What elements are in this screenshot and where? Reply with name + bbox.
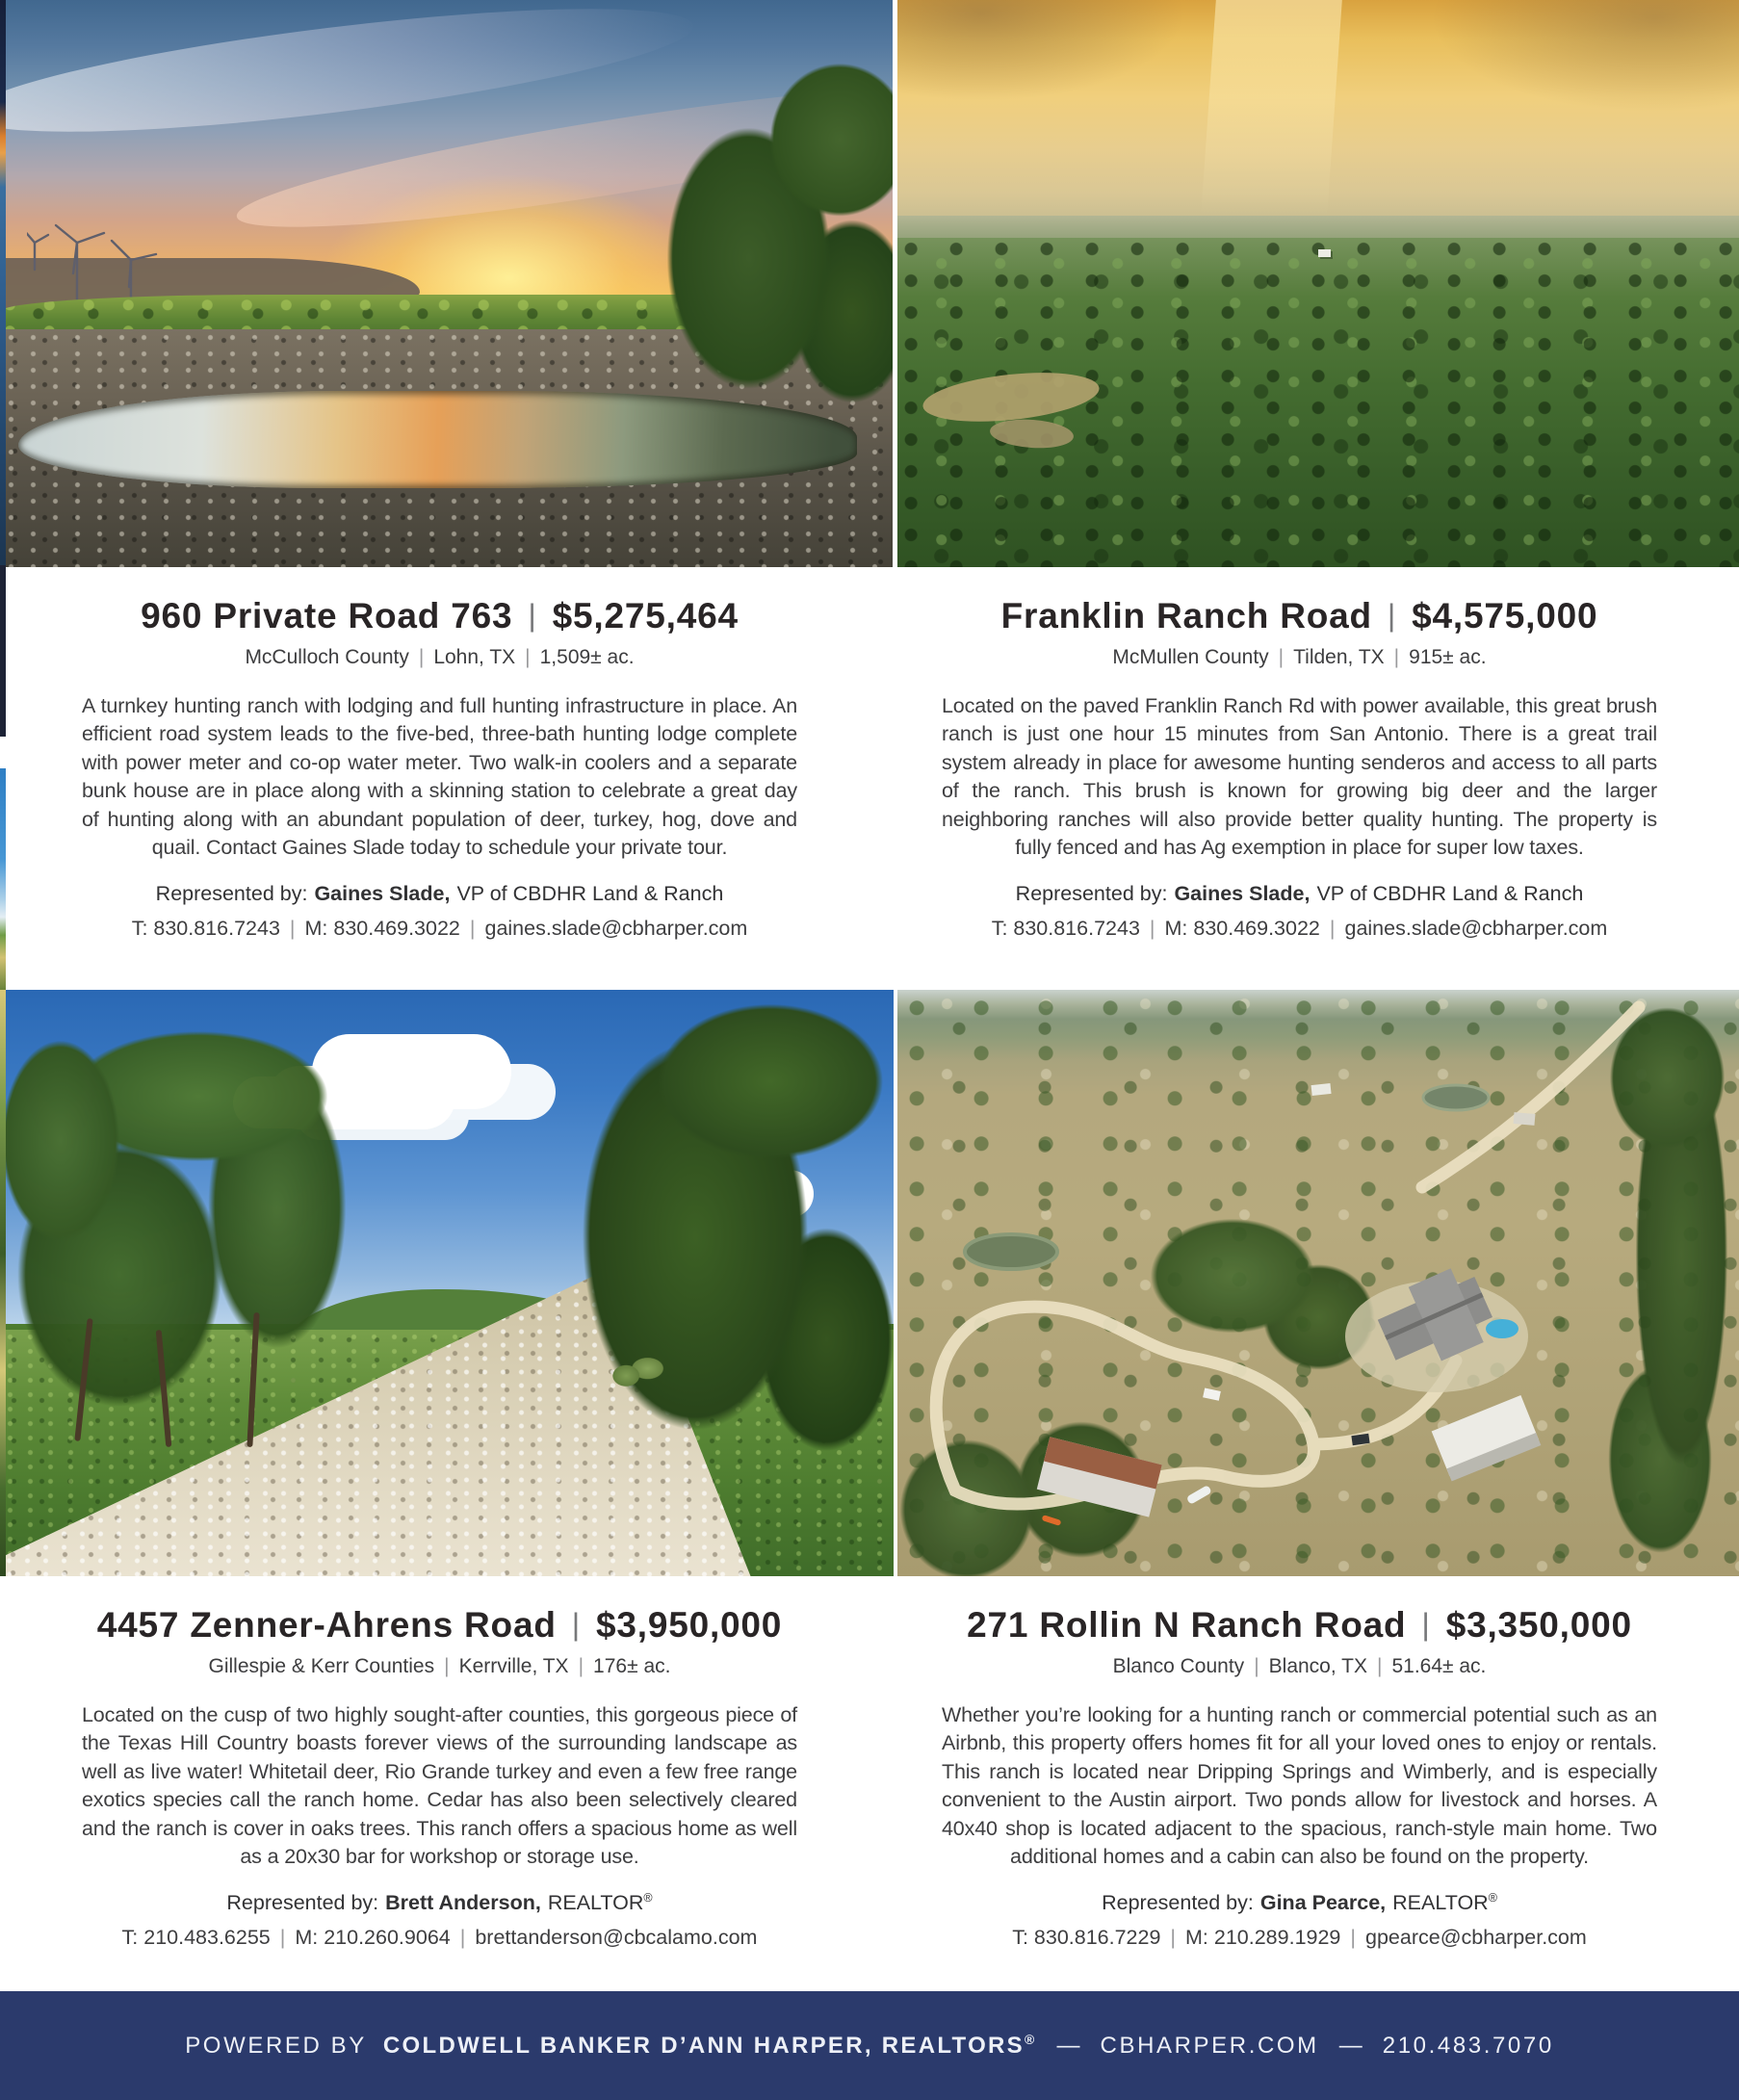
listing-price: $4,575,000 — [1412, 596, 1598, 635]
listing-description: A turnkey hunting ranch with lodging and full hunting infrastructure in place. An efficient road system leads to the five-bed, three-bath hunting lodge complete with power meter and co-op water meter. Two walk-in coolers and a separate bunk house are in place along with a skinning station to celebrate a great day of hunting along with an abundant population of deer, turkey, hog, dove and quail. Contact Gaines Slade today to schedule your private tour. — [82, 693, 797, 860]
acreage: 915± ac. — [1409, 645, 1487, 668]
listing-address: 271 Rollin N Ranch Road — [967, 1605, 1407, 1645]
listing-card-franklin-ranch-road — [942, 567, 1657, 990]
contact-separator: | — [1170, 1925, 1177, 1949]
contact-separator: | — [1329, 916, 1336, 940]
listing-description: Whether you’re looking for a hunting ranch or commercial potential such as an Airbnb, this property offers homes fit for all your loved ones to enjoy or rentals. This ranch is located near Dripping Springs and Wimberly, and is especially convenient to the Austin airport. Two ponds allow for livestock and horses. A 40x40 shop is located adjacent to the spacious, ranch-style main home. Two additional homes and a cabin can also be found on the property. — [942, 1702, 1657, 1869]
boat — [1186, 1485, 1212, 1505]
distant-cabin — [1514, 1112, 1536, 1126]
representation-line — [1102, 1891, 1497, 1915]
contact-separator: | — [1149, 916, 1155, 940]
listing-address: Franklin Ranch Road — [1000, 596, 1372, 635]
ranch-aerial-features — [897, 990, 1739, 1576]
location-separator: | — [1278, 645, 1285, 668]
contact-line — [122, 1926, 758, 1950]
listing-card-271-rollin-n-ranch-road — [942, 1576, 1657, 1991]
acreage: 1,509± ac. — [539, 645, 635, 668]
pond-top — [1423, 1085, 1489, 1110]
listing-location-line — [209, 1655, 671, 1678]
acreage: 51.64± ac. — [1391, 1654, 1487, 1677]
listing-photo-960-private-road-763 — [0, 0, 893, 567]
page-edge-bleed-dark — [0, 565, 6, 737]
agent-email: brettanderson@cbcalamo.com — [475, 1925, 758, 1949]
agent-title: VP of CBDHR Land & Ranch — [1316, 881, 1584, 905]
city-state: Lohn, TX — [433, 645, 516, 668]
agent-title: REALTOR® — [1392, 1890, 1497, 1914]
listing-location-line — [1112, 646, 1486, 669]
distant-cabin — [1311, 1083, 1332, 1096]
page-edge-bleed-bottom — [0, 990, 6, 1576]
acreage: 176± ac. — [593, 1654, 671, 1677]
listing-description: Located on the cusp of two highly sought-after counties, this gorgeous piece of the Texas Hill Country boasts forever views of the surrounding landscape as well as live water! Whitetail deer, Rio Grande turkey and even a few free range exotics species call the ranch home. Cedar has also been selectively cleared and the ranch is cover in oaks trees. This ranch offers a spacious home as well as a 20x30 bar for workshop or storage use. — [82, 1702, 797, 1869]
location-separator: | — [418, 645, 425, 668]
footer-separator: — — [1056, 2032, 1080, 2059]
wind-turbines — [27, 187, 210, 312]
representation-line — [156, 882, 724, 906]
contact-separator: | — [279, 1925, 286, 1949]
represented-by-label: Represented by: — [1102, 1890, 1254, 1914]
office-phone: T: 830.816.7229 — [1012, 1925, 1161, 1949]
contact-separator: | — [1350, 1925, 1356, 1949]
listing-photo-4457-zenner-ahrens-road — [0, 990, 894, 1576]
contact-separator: | — [459, 1925, 466, 1949]
listing-location-line — [245, 646, 634, 669]
mobile-phone: M: 830.469.3022 — [1164, 916, 1320, 940]
contact-line — [1012, 1926, 1587, 1950]
page-edge-bleed-top — [0, 0, 6, 567]
listing-card-4457-zenner-ahrens-road — [82, 1576, 797, 1991]
location-separator: | — [1254, 1654, 1259, 1677]
title-separator: | — [571, 1607, 581, 1642]
contact-line — [992, 917, 1608, 941]
registered-mark: ® — [1024, 2032, 1037, 2047]
brand-phone: 210.483.7070 — [1382, 2032, 1554, 2059]
registered-mark: ® — [1488, 1890, 1497, 1905]
agent-email: gpearce@cbharper.com — [1365, 1925, 1587, 1949]
county: McMullen County — [1112, 645, 1269, 668]
agent-name: Brett Anderson, — [385, 1890, 541, 1914]
agent-name: Gina Pearce, — [1259, 1890, 1387, 1914]
location-separator: | — [578, 1654, 584, 1677]
listing-photo-franklin-ranch-road — [897, 0, 1739, 567]
agent-email: gaines.slade@cbharper.com — [1344, 916, 1608, 940]
mobile-phone: M: 210.289.1929 — [1185, 1925, 1341, 1949]
agent-title: VP of CBDHR Land & Ranch — [456, 881, 724, 905]
listing-title-row — [1001, 596, 1598, 637]
footer-separator: — — [1338, 2032, 1363, 2059]
office-phone: T: 210.483.6255 — [121, 1925, 271, 1949]
agent-name: Gaines Slade, — [314, 881, 451, 905]
title-separator: | — [1421, 1607, 1431, 1642]
represented-by-label: Represented by: — [1015, 881, 1168, 905]
prickly-pear-cactus — [608, 1354, 669, 1390]
registered-mark: ® — [643, 1890, 653, 1905]
swimming-pool — [1486, 1319, 1518, 1338]
location-separator: | — [1393, 645, 1400, 668]
brand-name: COLDWELL BANKER D’ANN HARPER, REALTORS® — [382, 2032, 1037, 2059]
listing-address: 4457 Zenner-Ahrens Road — [96, 1605, 557, 1645]
agent-name: Gaines Slade, — [1174, 881, 1311, 905]
powered-by-label: POWERED BY — [185, 2032, 367, 2059]
contact-line — [132, 917, 748, 941]
pond-left — [965, 1234, 1057, 1269]
representation-line — [1016, 882, 1584, 906]
county: Gillespie & Kerr Counties — [208, 1654, 435, 1677]
city-state: Tilden, TX — [1293, 645, 1385, 668]
oak-trees-left — [0, 1007, 376, 1453]
listing-location-line — [1113, 1655, 1487, 1678]
contact-separator: | — [289, 916, 296, 940]
county: McCulloch County — [245, 645, 409, 668]
county: Blanco County — [1112, 1654, 1245, 1677]
office-phone: T: 830.816.7243 — [991, 916, 1140, 940]
kayak — [1042, 1515, 1062, 1526]
contact-separator: | — [469, 916, 476, 940]
listing-title-row — [967, 1605, 1632, 1646]
city-state: Blanco, TX — [1268, 1654, 1367, 1677]
oak-trees-right — [545, 990, 894, 1494]
represented-by-label: Represented by: — [155, 881, 308, 905]
represented-by-label: Represented by: — [226, 1890, 379, 1914]
office-phone: T: 830.816.7243 — [131, 916, 280, 940]
listing-photo-271-rollin-n-ranch-road — [897, 990, 1739, 1576]
pickup-truck — [1203, 1387, 1221, 1400]
listing-address: 960 Private Road 763 — [141, 596, 513, 635]
listing-price: $5,275,464 — [552, 596, 739, 635]
agent-email: gaines.slade@cbharper.com — [484, 916, 748, 940]
location-separator: | — [525, 645, 531, 668]
title-separator: | — [528, 598, 537, 633]
representation-line — [226, 1891, 652, 1915]
page-edge-bleed-blue — [0, 768, 6, 994]
listing-description: Located on the paved Franklin Ranch Rd with power available, this great brush ranch is just one hour 15 minutes from San Antonio. There is a great trail system already in place for awesome hunting senderos and access to all parts of the ranch. This brush is known for growing big deer and the larger neighboring ranches will also provide better quality hunting. The property is fully fenced and has Ag exemption in place for super low taxes. — [942, 693, 1657, 860]
mobile-phone: M: 210.260.9064 — [295, 1925, 451, 1949]
brand-website: CBHARPER.COM — [1100, 2032, 1319, 2059]
listing-price: $3,950,000 — [596, 1605, 783, 1645]
listing-card-960-private-road-763 — [82, 567, 797, 990]
mobile-phone: M: 830.469.3022 — [304, 916, 460, 940]
listing-title-row — [97, 1605, 782, 1646]
distant-building — [1318, 249, 1331, 257]
title-separator: | — [1387, 598, 1397, 633]
listing-price: $3,350,000 — [1445, 1605, 1632, 1645]
listing-title-row — [141, 596, 739, 637]
sun-ray — [1202, 0, 1343, 216]
city-state: Kerrville, TX — [458, 1654, 569, 1677]
tree-silhouette — [634, 34, 893, 442]
location-separator: | — [1377, 1654, 1383, 1677]
footer-bar — [0, 1991, 1739, 2100]
horizon-haze — [897, 216, 1739, 239]
location-separator: | — [444, 1654, 450, 1677]
agent-title: REALTOR® — [547, 1890, 653, 1914]
